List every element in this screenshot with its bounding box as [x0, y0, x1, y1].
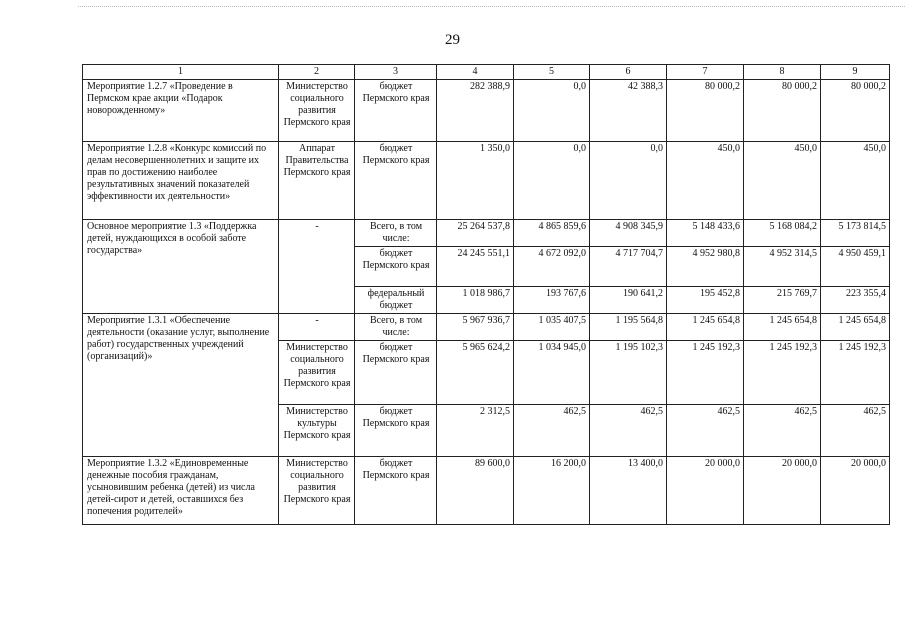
column-header: 7: [667, 65, 744, 80]
column-header: 5: [514, 65, 590, 80]
value-cell: 0,0: [514, 142, 590, 220]
executor-cell: Министерство культуры Пермского края: [279, 405, 355, 457]
value-cell: 450,0: [821, 142, 890, 220]
value-cell: 462,5: [667, 405, 744, 457]
table-row: [83, 314, 890, 341]
column-header: 1: [83, 65, 279, 80]
value-cell: 462,5: [590, 405, 667, 457]
value-cell: 450,0: [667, 142, 744, 220]
value-cell: 4 717 704,7: [590, 247, 667, 287]
funding-source-cell: Всего, в том числе:: [355, 314, 437, 341]
value-cell: 282 388,9: [437, 80, 514, 142]
executor-cell: -: [279, 220, 355, 314]
funding-source-cell: бюджет Пермского края: [355, 247, 437, 287]
value-cell: 462,5: [744, 405, 821, 457]
value-cell: 2 312,5: [437, 405, 514, 457]
value-cell: 1 035 407,5: [514, 314, 590, 341]
value-cell: 13 400,0: [590, 457, 667, 525]
measure-name: Мероприятие 1.3.2 «Единовременные денежные пособия гражданам, усыновившим ребенка (детей) из числа детей-сирот и детей, оставшихся без попечения родителей»: [83, 457, 279, 525]
measure-name: Основное мероприятие 1.3 «Поддержка детей, нуждающихся в особой заботе государства»: [83, 220, 279, 314]
executor-cell: Аппарат Правительства Пермского края: [279, 142, 355, 220]
value-cell: 5 967 936,7: [437, 314, 514, 341]
value-cell: 223 355,4: [821, 287, 890, 314]
value-cell: 1 195 564,8: [590, 314, 667, 341]
column-header: 8: [744, 65, 821, 80]
value-cell: 5 148 433,6: [667, 220, 744, 247]
value-cell: 1 245 192,3: [744, 341, 821, 405]
value-cell: 24 245 551,1: [437, 247, 514, 287]
page-number: 29: [445, 32, 460, 48]
value-cell: 16 200,0: [514, 457, 590, 525]
measure-name: Мероприятие 1.2.7 «Проведение в Пермском крае акции «Подарок новорожденному»: [83, 80, 279, 142]
value-cell: 193 767,6: [514, 287, 590, 314]
funding-source-cell: федеральный бюджет: [355, 287, 437, 314]
value-cell: 20 000,0: [667, 457, 744, 525]
value-cell: 1 245 654,8: [667, 314, 744, 341]
executor-cell: Министерство социального развития Пермского края: [279, 341, 355, 405]
value-cell: 4 865 859,6: [514, 220, 590, 247]
value-cell: 80 000,2: [667, 80, 744, 142]
header-row: [83, 65, 890, 80]
value-cell: 4 952 314,5: [744, 247, 821, 287]
table-row: [83, 142, 890, 220]
value-cell: 1 245 192,3: [667, 341, 744, 405]
value-cell: 1 245 654,8: [744, 314, 821, 341]
value-cell: 462,5: [821, 405, 890, 457]
budget-table: [82, 64, 890, 525]
value-cell: 20 000,0: [821, 457, 890, 525]
value-cell: 450,0: [744, 142, 821, 220]
measure-name: Мероприятие 1.3.1 «Обеспечение деятельности (оказание услуг, выполнение работ) государственных учреждений (организаций)»: [83, 314, 279, 457]
value-cell: 0,0: [590, 142, 667, 220]
measure-name: Мероприятие 1.2.8 «Конкурс комиссий по делам несовершеннолетних и защите их прав по достижению наиболее результативных значений показателей эффективности их деятельности»: [83, 142, 279, 220]
value-cell: 0,0: [514, 80, 590, 142]
value-cell: 4 672 092,0: [514, 247, 590, 287]
executor-cell: -: [279, 314, 355, 341]
value-cell: 4 908 345,9: [590, 220, 667, 247]
column-header: 9: [821, 65, 890, 80]
table-row: [83, 457, 890, 525]
value-cell: 20 000,0: [744, 457, 821, 525]
value-cell: 80 000,2: [821, 80, 890, 142]
table-row: [83, 80, 890, 142]
value-cell: 215 769,7: [744, 287, 821, 314]
funding-source-cell: бюджет Пермского края: [355, 405, 437, 457]
column-header: 6: [590, 65, 667, 80]
value-cell: 190 641,2: [590, 287, 667, 314]
funding-source-cell: бюджет Пермского края: [355, 457, 437, 525]
executor-cell: Министерство социального развития Пермского края: [279, 80, 355, 142]
value-cell: 5 173 814,5: [821, 220, 890, 247]
value-cell: 80 000,2: [744, 80, 821, 142]
top-edge-line: [78, 6, 905, 7]
value-cell: 195 452,8: [667, 287, 744, 314]
value-cell: 1 034 945,0: [514, 341, 590, 405]
funding-source-cell: бюджет Пермского края: [355, 80, 437, 142]
executor-cell: Министерство социального развития Пермского края: [279, 457, 355, 525]
value-cell: 42 388,3: [590, 80, 667, 142]
funding-source-cell: бюджет Пермского края: [355, 341, 437, 405]
column-header: 4: [437, 65, 514, 80]
value-cell: 1 245 654,8: [821, 314, 890, 341]
value-cell: 5 168 084,2: [744, 220, 821, 247]
column-header: 3: [355, 65, 437, 80]
column-header: 2: [279, 65, 355, 80]
table-row: [83, 220, 890, 247]
value-cell: 1 350,0: [437, 142, 514, 220]
value-cell: 1 195 102,3: [590, 341, 667, 405]
value-cell: 462,5: [514, 405, 590, 457]
value-cell: 4 950 459,1: [821, 247, 890, 287]
value-cell: 89 600,0: [437, 457, 514, 525]
value-cell: 5 965 624,2: [437, 341, 514, 405]
value-cell: 1 018 986,7: [437, 287, 514, 314]
value-cell: 1 245 192,3: [821, 341, 890, 405]
funding-source-cell: бюджет Пермского края: [355, 142, 437, 220]
value-cell: 4 952 980,8: [667, 247, 744, 287]
value-cell: 25 264 537,8: [437, 220, 514, 247]
funding-source-cell: Всего, в том числе:: [355, 220, 437, 247]
